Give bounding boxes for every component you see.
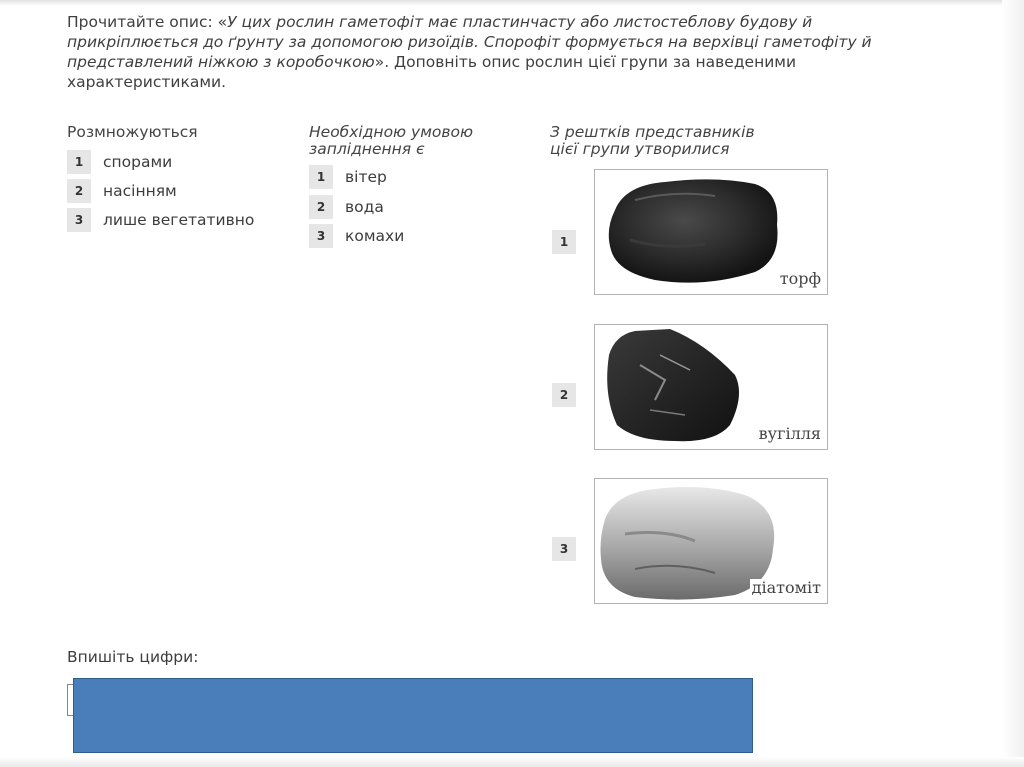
option-number-badge: 2 — [309, 195, 333, 219]
answer-cover-rectangle — [73, 678, 753, 753]
option-number-badge: 3 — [67, 208, 91, 232]
column-remains-title — [550, 124, 755, 158]
task-quote: У цих рослин гаметофіт має пластинчасту або листостеблову будову й прикріплюється до ґрунту за допомогою ризоїдів. Спорофіт формується на верхівці гаметофіту й представлений ніжкою з коробочкою — [67, 13, 872, 71]
photo-caption: торф — [779, 269, 821, 288]
reproduction-option-2[interactable] — [67, 178, 177, 204]
remains-option-3[interactable] — [552, 536, 576, 562]
option-number-badge: 1 — [67, 150, 91, 174]
column-title-line: З рештків представників — [550, 123, 755, 141]
slide-top-shadow — [0, 0, 1024, 6]
option-label: вода — [345, 198, 384, 216]
option-number-badge: 2 — [552, 383, 576, 407]
remains-option-2[interactable] — [552, 382, 576, 408]
column-title-line: цієї групи утворилися — [550, 140, 730, 158]
slide-right-shadow — [1002, 0, 1024, 767]
option-label: вітер — [345, 168, 387, 186]
answer-label: Впишіть цифри: — [67, 648, 199, 666]
option-number-badge: 3 — [309, 224, 333, 248]
option-label: комахи — [345, 227, 405, 245]
fertilization-option-3[interactable] — [309, 223, 404, 249]
photo-caption: вугілля — [758, 424, 821, 443]
column-fertilization-title — [309, 124, 473, 158]
task-intro-end: ». Доповніть опис рослин цієї групи за наведеними характеристиками. — [67, 53, 797, 91]
option-number-badge: 1 — [552, 230, 576, 254]
option-label: спорами — [103, 153, 173, 171]
option-number-badge: 1 — [309, 165, 333, 189]
column-title-line: запліднення є — [309, 140, 425, 158]
fertilization-option-2[interactable] — [309, 194, 384, 220]
reproduction-option-1[interactable] — [67, 149, 172, 175]
coal-photo — [594, 324, 828, 450]
option-label: насінням — [103, 182, 177, 200]
peat-photo — [594, 169, 828, 295]
diatomite-photo — [594, 478, 828, 604]
fertilization-option-1[interactable] — [309, 164, 387, 190]
column-title-line: Необхідною умовою — [309, 123, 474, 141]
option-number-badge: 2 — [67, 179, 91, 203]
column-reproduction-title: Розмножуються — [67, 123, 198, 141]
task-intro-start: Прочитайте опис: « — [67, 13, 228, 31]
slide-bottom-shadow — [0, 757, 1024, 767]
remains-option-1[interactable] — [552, 229, 576, 255]
option-number-badge: 3 — [552, 537, 576, 561]
task-description — [67, 12, 877, 92]
reproduction-option-3[interactable] — [67, 207, 254, 233]
option-label: лише вегетативно — [103, 211, 255, 229]
photo-caption: діатоміт — [751, 578, 821, 597]
